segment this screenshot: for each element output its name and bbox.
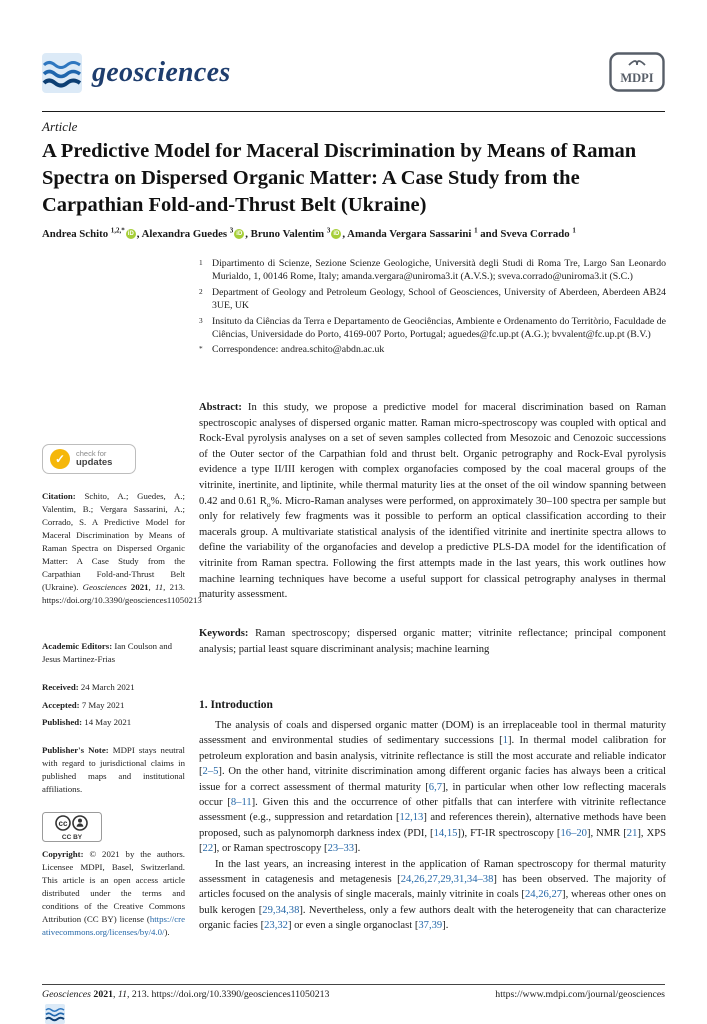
publishers-note: Publisher's Note: MDPI stays neutral with regard to jurisdictional claims in published maps and institutional affiliations. bbox=[42, 745, 185, 794]
orcid-icon[interactable]: iD bbox=[236, 231, 243, 237]
article-body bbox=[199, 699, 666, 934]
geosciences-journal-logo-icon bbox=[42, 53, 82, 93]
dates-block bbox=[42, 681, 185, 734]
citation-link[interactable]: 24,26,27,29,31,34–38 bbox=[400, 874, 494, 886]
citation-link[interactable]: 6,7 bbox=[428, 781, 443, 793]
body-paragraph: The analysis of coals and dispersed organic matter (DOM) is an irreplaceable tool in thermal maturity assessment and environmental studies of sedimentary successions [1]. In thermal model calibration for petroleum exploration and basin analysis, vitrinite reflectance is still the most accurate and reliable indicator [2–5]. On the other hand, vitrinite discrimination among different organic facies has always been a critical issue for a correct assessment of thermal maturity [6,7], in particular when other low reflecting macerals occur [8–11]. Given this and the occurrence of other pitfalls that can interfere with vitrinite reflectance assessment (e.g., suppression and retardation [12,13] and references therein), alternative methods have been proposed, such as palynomorph darkness index (PDI, [14,15]), FT-IR spectroscopy [16–20], NMR [21], XPS [22], or Raman spectroscopy [23–33]. bbox=[199, 720, 667, 855]
abstract: Abstract: In this study, we propose a predictive model for maceral discrimination based on Raman spectroscopic analyses of dispersed organic matter. Raman micro-spectroscopy was coupled with optical and Rock-Eval pyrolysis analyses on a set of seven samples collected from Mesozoic and Cenozoic successions of the Outer sector of the Carpathian fold and thrust belt. Organic petrography and Rock-Eval pyrolysis evidence a type II/III kerogen with complex organofacies composed by the coal maceral groups of the vitrinite, inertinite, and liptinite, while thermal maturity lies at the onset of the oil window spanning between 0.42 and 0.61 $R_o\%$. Micro-Raman analyses were performed, on approximately 30–100 spectra per sample but only for relatively few fragments was it possible to perform an optical classification according to their macerals group. A multivariate statistical analysis of the identified vitrinite and inertinite spectra allows to define the variability of the organofacies and develop a predictive PLS-DA model for the identification of vitrinite from Raman spectra. Following the first attempts made in the last years, this work outlines how machine learning techniques have become a useful support for classical petrography analyses in thermal maturity assessment. bbox=[199, 402, 666, 601]
citation-link[interactable]: 23,32 bbox=[264, 920, 288, 932]
check-icon: ✓ bbox=[50, 449, 70, 469]
badge-line2: updates bbox=[76, 456, 113, 468]
affiliation-text: Dipartimento di Scienze, Sezione Scienze Geologiche, Università degli Studi di Roma Tre, Largo San Leonardo Murialdo, 1, 00146 Rome, Italy; amanda.vergara@uniroma3.it (A.V.S.); sveva.corrado@uniroma3.it (S.C.) bbox=[212, 258, 666, 283]
keywords: Keywords: Raman spectroscopy; dispersed organic matter; vitrinite reflectance; principal component analysis; partial least square discriminant analysis; machine learning bbox=[199, 628, 666, 655]
affiliation-text: Correspondence: andrea.schito@abdn.ac.uk bbox=[212, 344, 385, 356]
body-paragraph: In the last years, an increasing interest in the application of Raman spectroscopy for thermal maturity assessment in catagenesis and metagenesis [24,26,27,29,31,34–38] has been observed. The majority of articles focused on the analysis of single macerals, mainly vitrinite in coals [24,26,27], whereas other ones on bulk kerogen [29,34,38]. Nevertheless, only a few authors dealt with the heterogeneity that can characterize organic facies [23,32] or even a single organoclast [37,39]. bbox=[199, 858, 666, 932]
header-divider bbox=[42, 111, 665, 112]
hyperlink[interactable]: https://creativecommons.org/licenses/by/4.0/ bbox=[42, 914, 185, 937]
copyright-note: Copyright: © 2021 by the authors. Licensee MDPI, Basel, Switzerland. This article is an open access article distributed under the terms and conditions of the Creative Commons Attribution (CC BY) license (https://creativecommons.org/licenses/by/4.0/). bbox=[42, 849, 185, 937]
footer bbox=[42, 989, 665, 1000]
citation-link[interactable]: 2–5 bbox=[202, 766, 219, 778]
affiliation-text: Department of Geology and Petroleum Geology, School of Geosciences, University of Aberdeen, Aberdeen AB24 3UE, UK bbox=[212, 286, 666, 312]
academic-editors-note: Academic Editors: Ian Coulson and Jesus Martinez-Frias bbox=[42, 641, 172, 664]
journal-name: geosciences bbox=[92, 57, 231, 88]
cc-by-license-icon[interactable] bbox=[42, 812, 102, 842]
affiliation-marker: 2 bbox=[199, 286, 203, 296]
section-heading-introduction: 1. Introduction bbox=[199, 699, 273, 711]
check-for-updates-label bbox=[76, 450, 112, 468]
footer-journal-url[interactable]: https://www.mdpi.com/journal/geosciences bbox=[495, 989, 665, 1000]
affiliation-row bbox=[199, 286, 666, 313]
received-date: Received: 24 March 2021 bbox=[42, 682, 135, 692]
orcid-icon[interactable]: iD bbox=[333, 231, 340, 237]
citation-link[interactable]: 22 bbox=[202, 843, 214, 855]
citation-link[interactable]: 37,39 bbox=[418, 920, 443, 932]
badge-line1: check for bbox=[76, 449, 107, 459]
check-for-updates-badge[interactable] bbox=[42, 444, 136, 474]
affiliation-row bbox=[199, 257, 666, 284]
affiliation-row bbox=[199, 315, 666, 342]
citation-link[interactable]: 8–11 bbox=[230, 797, 252, 809]
affiliation-row bbox=[199, 343, 666, 356]
citation-note: Citation: Schito, A.; Guedes, A.; Valentim, B.; Vergara Sassarini, A.; Corrado, S. A Predictive Model for Maceral Discrimination by Means of Raman Spectra on Dispersed Organic Matter: A Case Study from the Carpathian Fold-and-Thrust Belt (Ukraine). Geosciences 2021, 11, 213. https://doi.org/10.3390/geosciences11050213 bbox=[42, 491, 202, 605]
citation-link[interactable]: 16–20 bbox=[560, 827, 587, 839]
affiliation-marker: 1 bbox=[199, 258, 203, 267]
citation-link[interactable]: 14,15 bbox=[433, 827, 458, 839]
authors-line: Andrea Schito $^{1,2,*}$ iD , Alexandra Guedes $^3$ iD , Bruno Valentim $^3$ iD , Amanda Vergara Sassarini $^1$ and Sveva Corrado $^1$ bbox=[42, 226, 576, 240]
citation-link[interactable]: 21 bbox=[626, 827, 638, 839]
svg-text:cc: cc bbox=[58, 818, 68, 828]
introduction-paragraphs bbox=[199, 718, 666, 934]
cc-by-label: CC BY bbox=[61, 834, 83, 841]
citation-link[interactable]: 1 bbox=[502, 735, 508, 747]
citation-link[interactable]: 23–33 bbox=[327, 843, 355, 855]
orcid-icon[interactable]: iD bbox=[127, 231, 134, 237]
accepted-date: Accepted: 7 May 2021 bbox=[42, 699, 125, 710]
citation-link[interactable]: 24,26,27 bbox=[524, 889, 563, 901]
affiliation-marker: * bbox=[199, 344, 203, 354]
mdpi-book-icon bbox=[629, 61, 645, 65]
footer-citation: Geosciences 2021, 11, 213. https://doi.org/10.3390/geosciences11050213 bbox=[42, 989, 330, 1000]
article-title: A Predictive Model for Maceral Discrimination by Means of Raman Spectra on Dispersed Organic Matter: A Case Study from the Carpathian Fold-and-Thrust Belt (Ukraine) bbox=[42, 140, 637, 216]
citation-link[interactable]: 12,13 bbox=[399, 812, 424, 824]
published-date: Published: 14 May 2021 bbox=[42, 717, 132, 727]
mdpi-logo bbox=[609, 52, 665, 92]
affiliation-text: Insituto da Ciências da Terra e Departamento de Geociências, Ambiente e Ordenamento do Territòrio, Faculdade de Ciências, Universidade do Porto, 4169-007 Porto, Portugal; aguedes@fc.up.pt (A.G.); bvvalent@fc.up.pt (B.V.) bbox=[212, 315, 666, 341]
article-type-label: Article bbox=[42, 119, 78, 134]
affiliations-block bbox=[199, 257, 666, 359]
affiliation-marker: 3 bbox=[199, 315, 203, 325]
mdpi-wordmark: MDPI bbox=[620, 71, 654, 85]
journal-logo-small bbox=[42, 1004, 68, 1024]
footer-divider bbox=[42, 984, 665, 985]
citation-link[interactable]: 29,34,38 bbox=[262, 904, 300, 916]
